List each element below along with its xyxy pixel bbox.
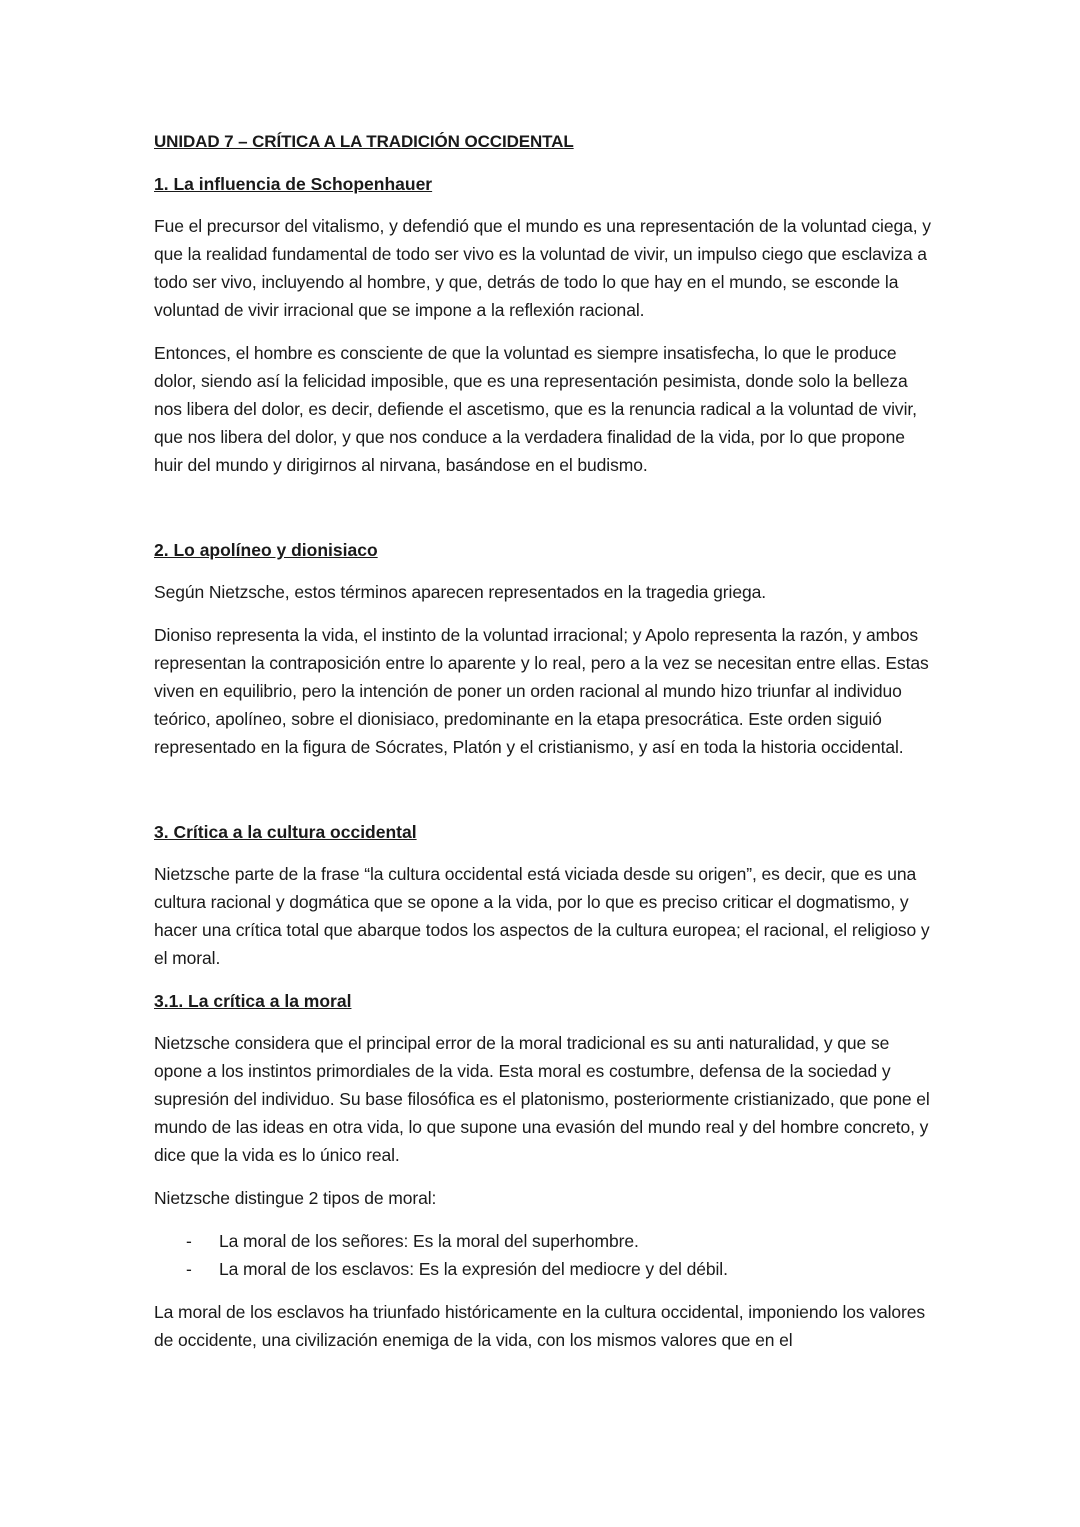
list-dash: - [186, 1231, 192, 1251]
list-item-text: La moral de los esclavos: Es la expresión del mediocre y del débil. [219, 1259, 728, 1279]
document-title: UNIDAD 7 – CRÍTICA A LA TRADICIÓN OCCIDENTAL [154, 132, 574, 151]
document-page [154, 128, 934, 1369]
list-item [154, 1227, 934, 1255]
paragraph: Nietzsche parte de la frase “la cultura occidental está viciada desde su origen”, es decir, que es una cultura racional y dogmática que se opone a la vida, por lo que es preciso criticar el dogmatismo, y hacer una crítica total que abarque todos los aspectos de la cultura europea; el racional, el religioso y el moral. [154, 864, 930, 968]
subsection-heading-critica-moral: 3.1. La crítica a la moral [154, 991, 352, 1011]
section-spacer [154, 494, 934, 536]
list-item [154, 1255, 934, 1283]
paragraph: Entonces, el hombre es consciente de que la voluntad es siempre insatisfecha, lo que le produce dolor, siendo así la felicidad imposible, que es una representación pesimista, donde solo la belleza nos libera del dolor, es decir, defiende el ascetismo, que es la renuncia radical a la voluntad de vivir, que nos libera del dolor, y que nos conduce a la verdadera finalidad de la vida, por lo que propone huir del mundo y dirigirnos al nirvana, basándose en el budismo. [154, 343, 917, 475]
list-dash: - [186, 1259, 192, 1279]
section-heading-apolineo: 2. Lo apolíneo y dionisiaco [154, 540, 378, 560]
section-heading-critica-cultura: 3. Crítica a la cultura occidental [154, 822, 417, 842]
paragraph: Nietzsche considera que el principal error de la moral tradicional es su anti naturalidad, y que se opone a los instintos primordiales de la vida. Esta moral es costumbre, defensa de la sociedad y supresión del individuo. Su base filosófica es el platonismo, posteriormente cristianizado, que pone el mundo de las ideas en otra vida, lo que supone una evasión del mundo real y del hombre concreto, y dice que la vida es lo único real. [154, 1033, 930, 1165]
paragraph: Según Nietzsche, estos términos aparecen representados en la tragedia griega. [154, 582, 766, 602]
paragraph: La moral de los esclavos ha triunfado históricamente en la cultura occidental, imponiendo los valores de occidente, una civilización enemiga de la vida, con los mismos valores que en el [154, 1302, 926, 1350]
list-item-text: La moral de los señores: Es la moral del superhombre. [219, 1231, 639, 1251]
paragraph: Nietzsche distingue 2 tipos de moral: [154, 1188, 437, 1208]
section-spacer [154, 776, 934, 818]
moral-types-list [154, 1227, 934, 1283]
paragraph: Fue el precursor del vitalismo, y defendió que el mundo es una representación de la voluntad ciega, y que la realidad fundamental de todo ser vivo es la voluntad de vivir, un impulso ciego que esclaviza a todo ser vivo, incluyendo al hombre, y que, detrás de todo lo que hay en el mundo, se esconde la voluntad de vivir irracional que se impone a la reflexión racional. [154, 216, 931, 320]
section-heading-schopenhauer: 1. La influencia de Schopenhauer [154, 174, 433, 194]
paragraph: Dioniso representa la vida, el instinto de la voluntad irracional; y Apolo representa la razón, y ambos representan la contraposición entre lo aparente y lo real, pero a la vez se necesitan entre ellas. Estas viven en equilibrio, pero la intención de poner un orden racional al mundo hizo triunfar al individuo teórico, apolíneo, sobre el dionisiaco, predominante en la etapa presocrática. Este orden siguió representado en la figura de Sócrates, Platón y el cristianismo, y así en toda la historia occidental. [154, 625, 929, 757]
